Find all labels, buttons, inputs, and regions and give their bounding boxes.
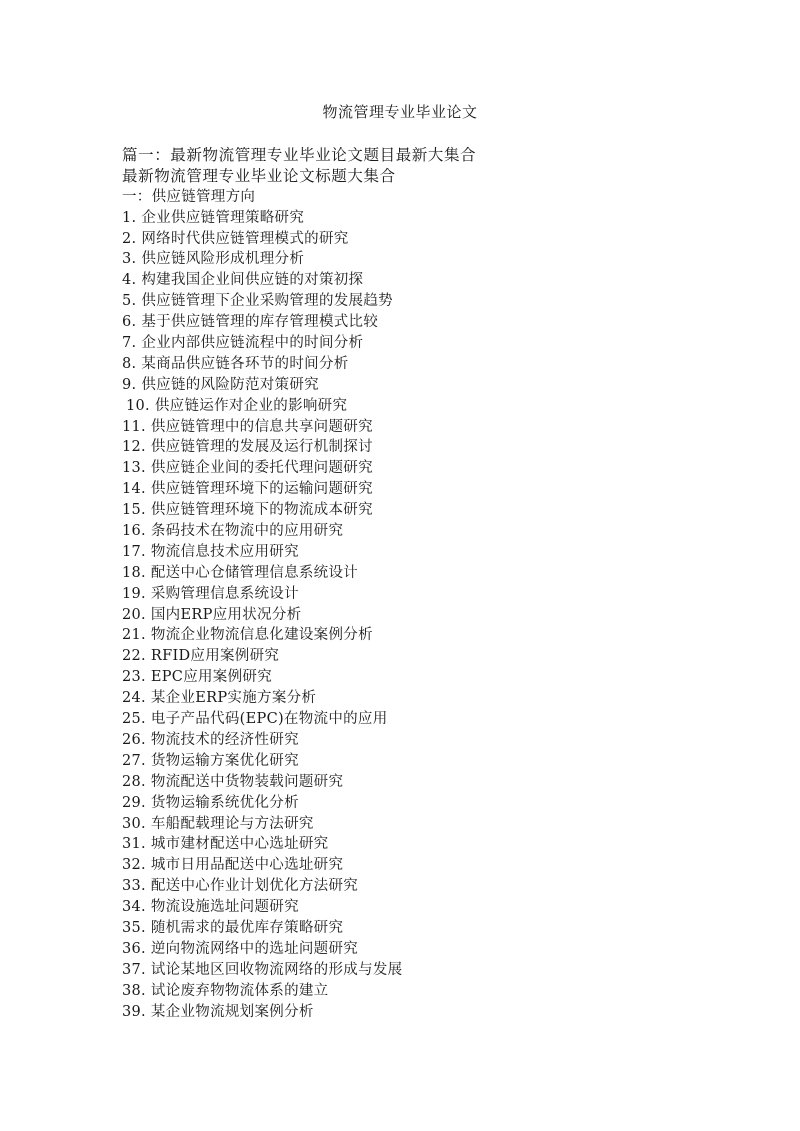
list-item: 10. 供应链运作对企业的影响研究 xyxy=(126,397,348,414)
section-heading: 一：供应链管理方向 xyxy=(122,188,256,205)
list-item: 26. 物流技术的经济性研究 xyxy=(122,731,299,748)
list-item: 38. 试论废弃物物流体系的建立 xyxy=(122,982,329,999)
list-item: 18. 配送中心仓储管理信息系统设计 xyxy=(122,564,359,581)
list-item: 25. 电子产品代码(EPC)在物流中的应用 xyxy=(122,711,388,728)
list-item: 31. 城市建材配送中心选址研究 xyxy=(122,836,329,853)
list-item: 33. 配送中心作业计划优化方法研究 xyxy=(122,878,359,895)
list-item: 35. 随机需求的最优库存策略研究 xyxy=(122,919,344,936)
list-item: 13. 供应链企业间的委托代理问题研究 xyxy=(122,460,373,477)
thesis-topic-list xyxy=(122,208,682,1023)
list-item: 34. 物流设施选址问题研究 xyxy=(122,899,299,916)
list-item: 28. 物流配送中货物装载问题研究 xyxy=(122,773,344,790)
document-title: 物流管理专业毕业论文 xyxy=(322,103,478,121)
list-item: 8. 某商品供应链各环节的时间分析 xyxy=(122,355,349,372)
list-item: 21. 物流企业物流信息化建设案例分析 xyxy=(122,627,373,644)
list-item: 39. 某企业物流规划案例分析 xyxy=(122,1003,314,1020)
list-item: 22. RFID应用案例研究 xyxy=(122,648,280,665)
list-item: 6. 基于供应链管理的库存管理模式比较 xyxy=(122,314,379,331)
list-item: 3. 供应链风险形成机理分析 xyxy=(122,251,305,268)
list-item: 15. 供应链管理环境下的物流成本研究 xyxy=(122,502,373,519)
list-item: 7. 企业内部供应链流程中的时间分析 xyxy=(122,335,364,352)
list-item: 2. 网络时代供应链管理模式的研究 xyxy=(122,230,349,247)
list-item: 17. 物流信息技术应用研究 xyxy=(122,543,299,560)
list-item: 36. 逆向物流网络中的选址问题研究 xyxy=(122,940,359,957)
list-item: 23. EPC应用案例研究 xyxy=(122,669,273,686)
document-body xyxy=(122,145,682,1022)
list-item: 4. 构建我国企业间供应链的对策初探 xyxy=(122,272,364,289)
list-item: 14. 供应链管理环境下的运输问题研究 xyxy=(122,481,373,498)
list-item: 1. 企业供应链管理策略研究 xyxy=(122,209,305,226)
list-item: 5. 供应链管理下企业采购管理的发展趋势 xyxy=(122,293,393,310)
list-item: 20. 国内ERP应用状况分析 xyxy=(122,606,302,623)
list-item: 27. 货物运输方案优化研究 xyxy=(122,752,299,769)
list-item: 19. 采购管理信息系统设计 xyxy=(122,585,299,602)
list-item: 32. 城市日用品配送中心选址研究 xyxy=(122,857,344,874)
part-heading: 篇一：最新物流管理专业毕业论文题目最新大集合 xyxy=(122,146,477,164)
list-item: 11. 供应链管理中的信息共享问题研究 xyxy=(122,418,373,435)
list-item: 24. 某企业ERP实施方案分析 xyxy=(122,690,317,707)
list-item: 16. 条码技术在物流中的应用研究 xyxy=(122,523,344,540)
list-item: 29. 货物运输系统优化分析 xyxy=(122,794,299,811)
list-item: 30. 车船配载理论与方法研究 xyxy=(122,815,314,832)
list-item: 9. 供应链的风险防范对策研究 xyxy=(122,376,319,393)
sub-heading: 最新物流管理专业毕业论文标题大集合 xyxy=(122,166,396,185)
list-item: 37. 试论某地区回收物流网络的形成与发展 xyxy=(122,961,403,978)
list-item: 12. 供应链管理的发展及运行机制探讨 xyxy=(122,439,373,456)
